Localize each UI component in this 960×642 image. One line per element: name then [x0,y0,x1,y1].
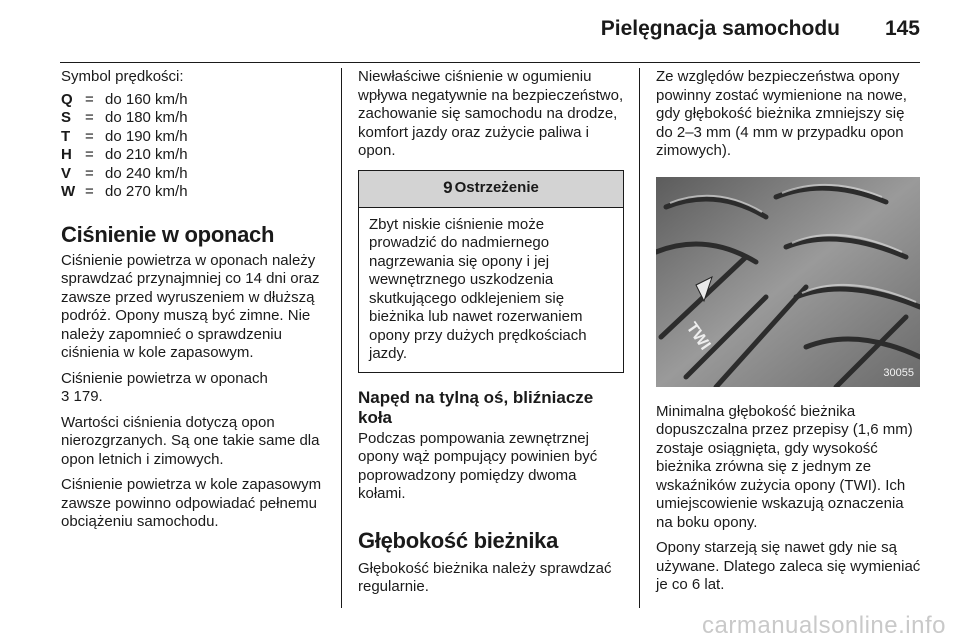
speed-eq: = [85,183,94,200]
speed-value: do 190 km/h [105,127,188,145]
speed-eq: = [85,109,94,126]
speed-value: do 240 km/h [105,164,188,182]
column-divider [639,68,640,608]
warning-text: Zbyt niskie ciśnienie może prowadzić do nadmiernego nagrzewania się opony i jej wewnętrznego uszkodzenia skutkującego odklejeniem się bieżnika lub nawet rozerwaniem opony przy dużych prędkościach jazdy. [369,215,587,362]
speed-eq: = [85,146,94,163]
paragraph: Minimalna głębokość bieżnika dopuszczalna przez przepisy (1,6 mm) zostaje osiągnięta, gdy wysokość bieżnika zrówna się z jednym ze wskaźników zużycia opony (TWI). Ich umiejscowienie wskazują oznaczenia na boku opony. [656,402,913,531]
speed-row [61,183,327,202]
paragraph: Podczas pompowania zewnętrznej opony wąż pompujący powinien być poprowadzony pomiędzy dwoma kołami. [358,429,598,502]
warning-title: Ostrzeżenie [454,179,539,197]
page-number: 145 [884,17,920,40]
speed-intro: Symbol prędkości: [61,68,184,85]
warning-header [359,171,623,208]
speed-value: do 160 km/h [105,90,188,108]
paragraph: Niewłaściwe ciśnienie w ogumieniu wpływa negatywnie na bezpieczeństwo, zachowanie się samochodu na drodze, komfort jazdy oraz zużycie paliwa i opon. [358,68,624,159]
paragraph: Ze względów bezpieczeństwa opony powinny zostać wymienione na nowe, gdy głębokość bieżnika zmniejszy się do 2–3 mm (4 mm w przypadku opon zimowych). [656,68,907,159]
speed-eq: = [85,127,94,145]
page-ref-icon: 3 [61,388,70,405]
twi-label: TWI [682,319,714,353]
speed-code: W [61,183,76,200]
section-heading: Głębokość bieżnika [358,527,559,553]
speed-code: Q [61,90,73,108]
speed-row [61,146,327,165]
paragraph: Opony starzeją się nawet gdy nie są używane. Dlatego zaleca się wymieniać je co 6 lat. [656,539,921,593]
speed-row [61,109,327,128]
column-middle [358,68,624,604]
paragraph-text: Ciśnienie powietrza w oponach [61,369,268,387]
speed-row [61,128,327,147]
tire-tread-image [656,177,920,387]
column-right [656,68,922,602]
speed-value: do 210 km/h [105,146,188,163]
tire-tread-figure [656,177,920,387]
section-heading: Ciśnienie w oponach [61,221,275,247]
speed-code: V [61,164,72,182]
column-divider [341,68,342,608]
speed-value: do 180 km/h [105,109,188,126]
page-ref-link[interactable]: 179. [73,388,103,405]
paragraph: Głębokość bieżnika należy sprawdzać regularnie. [358,559,612,595]
column-left [61,68,327,539]
section-heading: Napęd na tylną oś, bliźniacze koła [358,387,594,427]
figure-number: 30055 [883,367,914,379]
paragraph: Ciśnienie powietrza w oponach należy sprawdzać przynajmniej co 14 dni oraz zawsze przed wyruszeniem w dłuższą podróż. Opony muszą być zimne. Nie należy zapomnieć o sprawdzeniu ciśnienia w kole zapasowym. [61,251,320,361]
speed-eq: = [85,90,94,108]
paragraph [61,370,327,407]
speed-eq: = [85,164,94,182]
paragraph: Ciśnienie powietrza w kole zapasowym zawsze powinno odpowiadać pełnemu obciążeniu samochodu. [61,476,322,530]
watermark: carmanualsonline.info [702,612,946,639]
warning-box [358,170,624,373]
paragraph: Wartości ciśnienia dotyczą opon nierozgrzanych. Są one takie same dla opon letnich i zimowych. [61,413,320,468]
header-title: Pielęgnacja samochodu [600,17,840,40]
speed-value: do 270 km/h [105,183,188,200]
speed-row [61,91,327,110]
speed-row [61,165,327,184]
speed-code: T [61,127,71,145]
speed-code: H [61,146,72,163]
warning-triangle-icon: 9 [443,178,453,198]
speed-list [61,91,327,202]
page-header [60,0,920,63]
speed-code: S [61,109,72,126]
